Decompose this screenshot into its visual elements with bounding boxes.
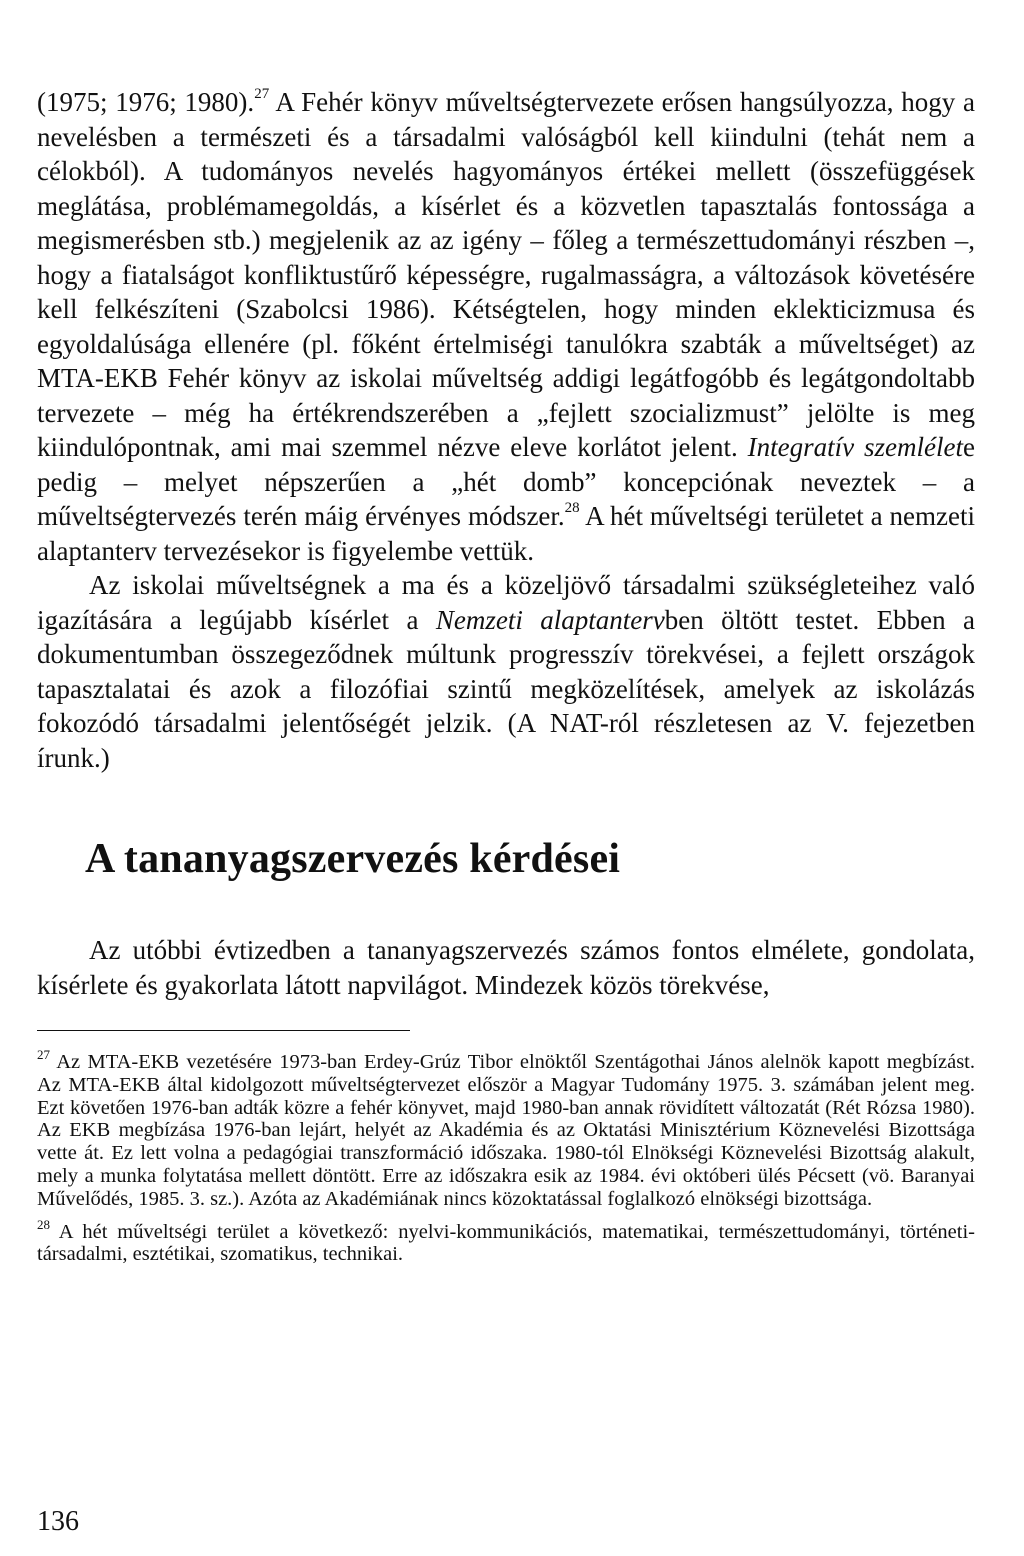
footnote-text: Az MTA-EKB vezetésére 1973-ban Erdey-Grúz Tibor elnöktől Szentágothai János alelnök kapott megbízást. Az MTA-EKB által kidolgozott műveltségtervezet először a Magyar Tudomány 1975. 3. számában jelent meg. Ezt követően 1976-ban adták közre a fehér könyvet, majd 1980-ban annak rövidített változatát (Rét Rózsa 1980). Az EKB megbízása 1976-ban lejárt, helyét az Akadémia és az Oktatási Minisztérium Köznevelési Bizottsága vette át. Ez lett volna a pedagógiai transzformáció időszaka. 1980-tól Elnökségi Köznevelési Bizottság alakult, mely a munka folytatása mellett döntött. Erre az időszakra esik az 1984. évi októberi ülés Pécsett (vö. Baranyai Művelődés, 1985. 3. sz.). Azóta az Akadémiának nincs közoktatással foglalkozó elnökségi bizottsága.: [37, 1051, 976, 1210]
footnote-ref-27[interactable]: 27: [254, 86, 270, 102]
footnote-text: A hét műveltségi terület a következő: nyelvi-kommunikációs, matematikai, természettudományi, történeti-társadalmi, esztétikai, szomatikus, technikai.: [37, 1220, 976, 1266]
footnote-28: [37, 1216, 976, 1267]
footnote-number: 28: [37, 1216, 50, 1232]
page-content: [37, 85, 975, 1276]
body-paragraph-1: (1975; 1976; 1980).$^{27}$ A Fehér könyv műveltségtervezete erősen hangsúlyozza, hogy a nevelésben a természeti és a társadalmi valóságból kell kiindulni (tehát nem a célokból). A tudományos nevelés hagyományos értékei mellett (összefüggések meglátása, problémamegoldás, a kísérlet és a közvetlen tapasztalás fontossága a megismerésben stb.) megjelenik az az igény – főleg a természettudományi részben –, hogy a fiatalságot konfliktustűrő képességre, rugalmasságra, a változások követésére kell felkészíteni (Szabolcsi 1986). Kétségtelen, hogy minden eklekticizmusa és egyoldalúsága ellenére (pl. főként értelmiségi tanulókra szabták a műveltséget) az MTA-EKB Fehér könyv az iskolai műveltség addigi legátfogóbb és legátgondoltabb tervezete – még ha értékrendszerében a „fejlett szocializmust” jelölte is meg kiindulópontnak, ami mai szemmel nézve eleve korlátot jelent. Integratív szemlélete pedig – melyet népszerűen a „hét domb” koncepciónak neveztek – a műveltségtervezés terén máig érvényes módszer.$^{28}$ A hét műveltségi területet a nemzeti alaptanterv tervezésekor is figyelembe vettük.: [37, 86, 975, 566]
footnote-number: 27: [37, 1047, 50, 1062]
emphasis-term: Integratív szemlélet: [747, 432, 963, 462]
footnote-ref-28[interactable]: 28: [564, 500, 580, 516]
footnote-27: [37, 1047, 976, 1211]
page-number: 136: [37, 1506, 79, 1537]
section-heading: A tananyagszervezés kérdései: [85, 836, 621, 882]
body-paragraph-2: Az iskolai műveltségnek a ma és a közeljövő társadalmi szükségleteihez való igazítására a legújabb kísérlet a Nemzeti alaptantervben öltött testet. Ebben a dokumentumban összegeződnek múltunk progresszív törekvései, a fejlett országok tapasztalatai és azok a filozófiai szintű megközelítések, amelyek az iskolázás fokozódó társadalmi jelentőségét jelzik. (A NAT-ról részletesen az V. fejezetben írunk.): [37, 570, 975, 773]
body-paragraph-3: Az utóbbi évtizedben a tananyagszervezés számos fontos elmélete, gondolata, kísérlete és gyakorlata látott napvilágot. Mindezek közös törekvése,: [37, 935, 975, 1000]
footnote-divider: [37, 1030, 410, 1031]
emphasis-title: Nemzeti alaptanterv: [435, 604, 665, 635]
